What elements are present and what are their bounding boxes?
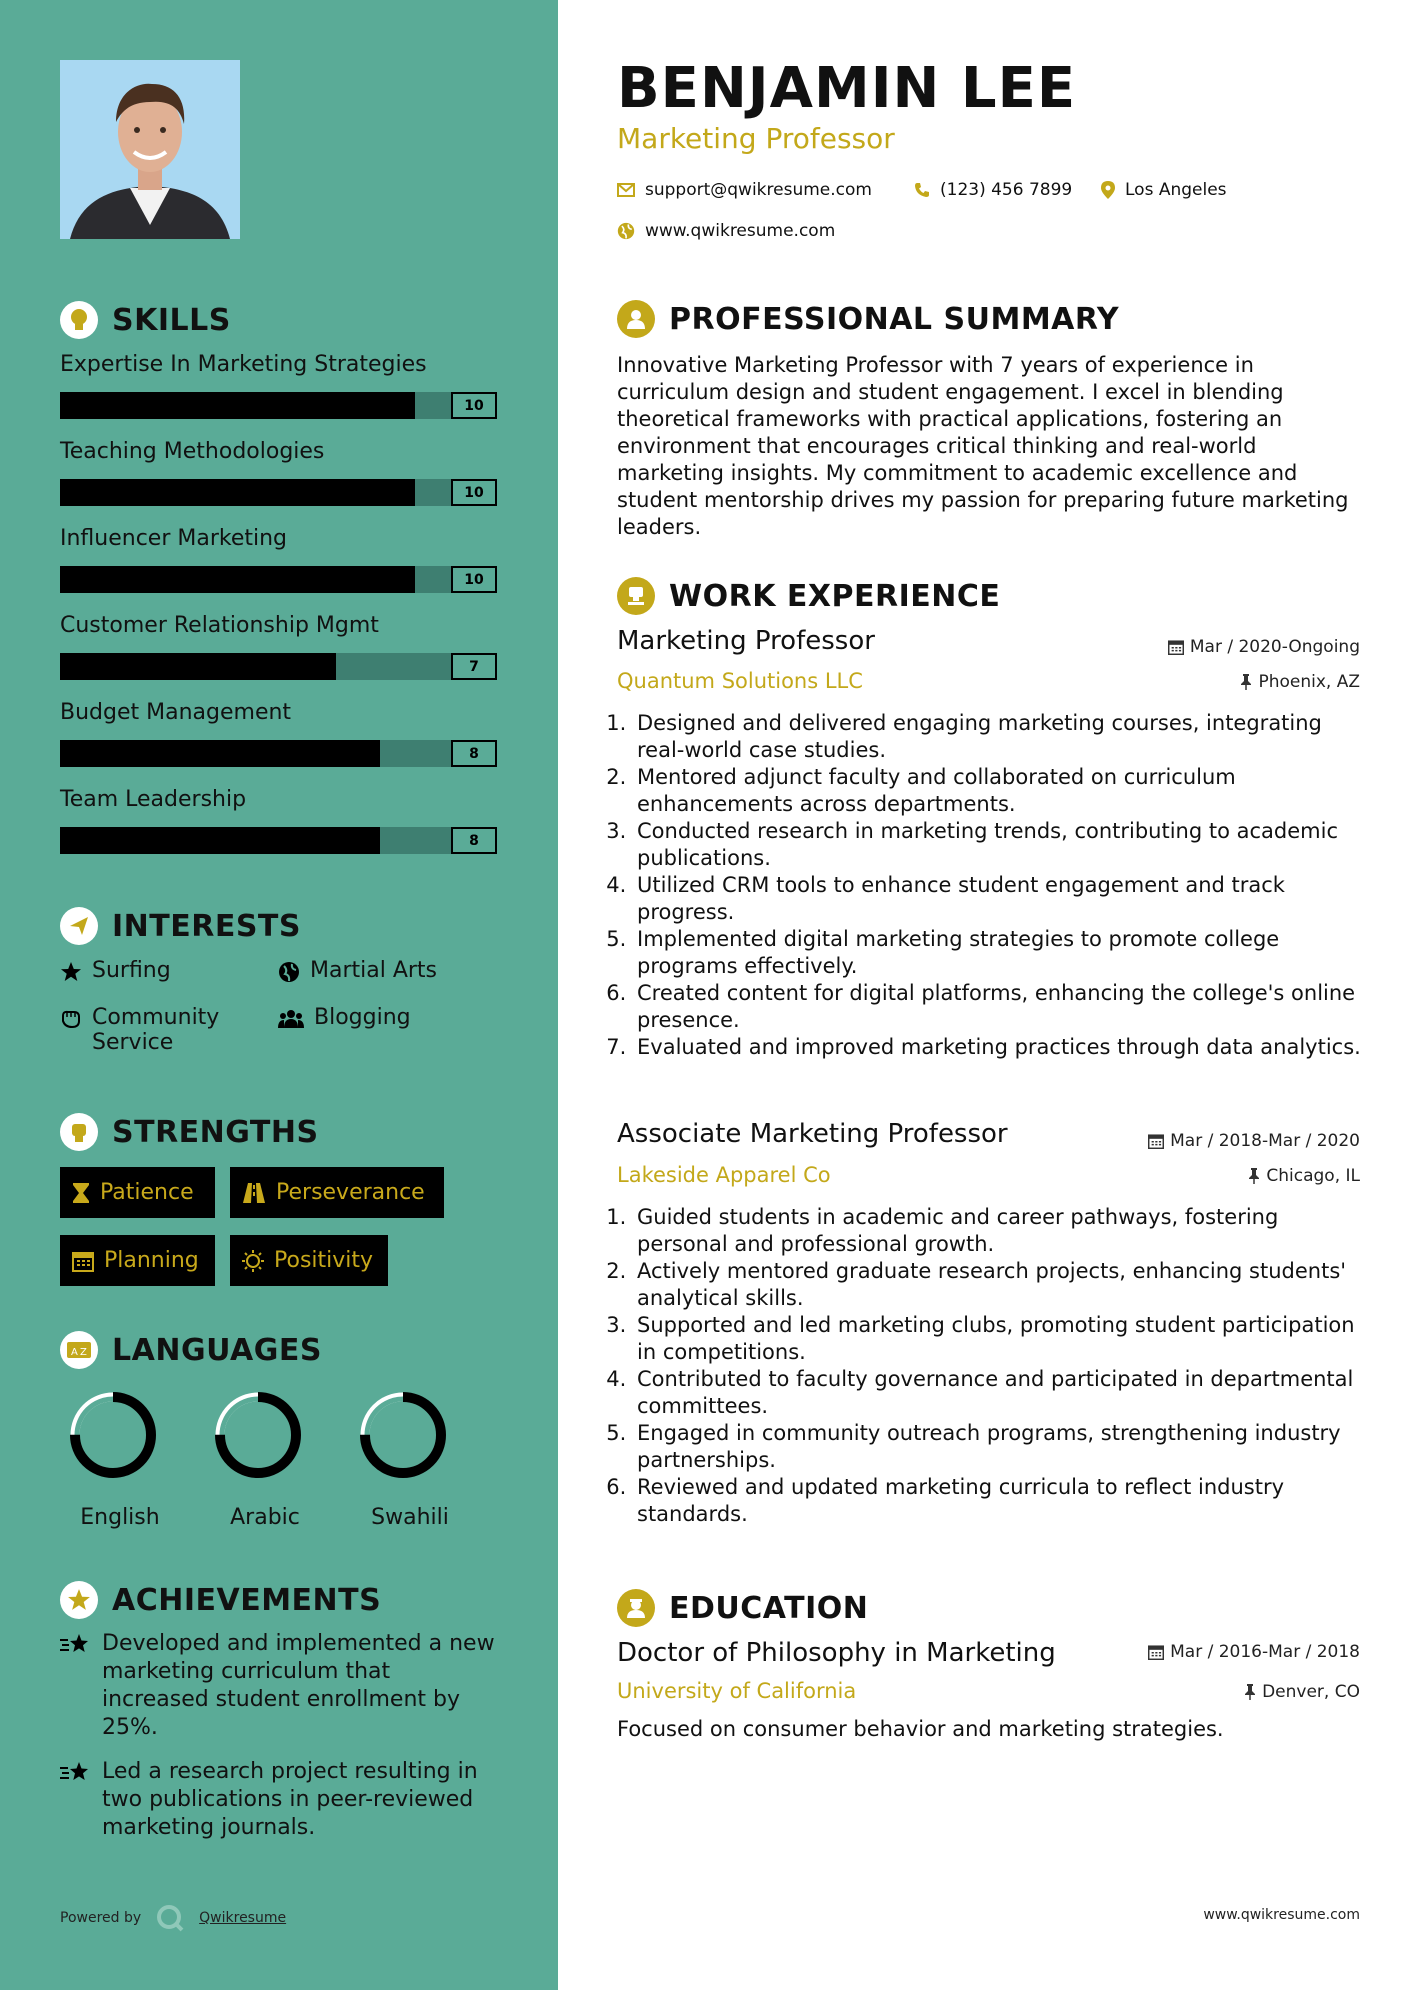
skill-bar [60,740,497,767]
interests-title: INTERESTS [112,908,301,944]
briefcase-icon [617,577,655,615]
fist-icon [60,1113,98,1151]
interest-item [278,1005,508,1030]
shooting-star-icon [60,1760,92,1784]
duty-item: 1. Designed and delivered engaging marketing courses, integrating real-world case studies. [633,710,1363,764]
achievement-item [60,1758,500,1842]
calendar-icon [1148,1644,1164,1660]
job-location-text: Chicago, IL [1266,1166,1360,1186]
job-company: Lakeside Apparel Co [617,1163,831,1187]
envelope-icon [617,183,635,197]
education-title: EDUCATION [669,1590,869,1626]
hourglass-icon [72,1182,90,1204]
profile-photo [60,60,240,239]
skill-bar [60,479,497,506]
candidate-title: Marketing Professor [617,122,895,155]
contact-phone [914,180,1072,200]
education-location-text: Denver, CO [1262,1682,1360,1702]
language-label: English [80,1505,160,1530]
interest-item [278,958,508,983]
location-text: Los Angeles [1125,180,1227,200]
skill-bar-fill [60,392,415,419]
globe-icon [617,222,635,240]
pushpin-icon [1248,1168,1260,1184]
job-location [1240,672,1360,692]
skills-title: SKILLS [112,302,231,338]
summary-text: Innovative Marketing Professor with 7 years of experience in curriculum design and student engagement. I excel in blending theoretical frameworks with practical applications, fostering an environment that encourages critical thinking and real-world marketing insights. My commitment to academic excellence and student mentorship drives my passion for preparing future marketing leaders. [617,353,1349,539]
phone-icon [914,182,930,198]
svg-text:Z: Z [80,1347,87,1358]
sun-icon [242,1250,264,1272]
star-icon [60,961,82,983]
language-item [205,1385,325,1530]
education-header [617,1589,868,1627]
calendar-icon [1148,1133,1164,1149]
summary-header [617,300,1119,338]
website-text[interactable]: www.qwikresume.com [645,221,836,241]
lightbulb-icon [60,301,98,339]
skill-label: Teaching Methodologies [60,439,325,464]
powered-by [60,1903,286,1933]
user-icon [617,300,655,338]
skill-bar [60,392,497,419]
duty-item: 3. Conducted research in marketing trends, contributing to academic publications. [633,818,1363,872]
interest-label: Blogging [314,1005,411,1030]
duty-item: 7. Evaluated and improved marketing practices through data analytics. [633,1034,1363,1061]
map-pin-icon [1101,181,1115,199]
job-location [1248,1166,1360,1186]
job-duties [611,710,1363,1061]
achievement-item [60,1630,500,1742]
phone-text[interactable]: (123) 456 7899 [940,180,1073,200]
skill-bar [60,827,497,854]
contact-email [617,180,872,200]
globe-icon [278,961,300,983]
language-ring [60,1385,180,1485]
education-dates-text: Mar / 2016-Mar / 2018 [1170,1642,1360,1662]
interest-item [60,1005,260,1055]
achievement-text: Led a research project resulting in two publications in peer-reviewed marketing journals. [102,1759,478,1840]
strength-label: Perseverance [276,1180,425,1205]
main-content [558,0,1407,1990]
language-icon [60,1331,98,1369]
education-location [1244,1682,1360,1702]
education-degree: Doctor of Philosophy in Marketing [617,1638,1056,1668]
skill-level-badge: 8 [451,827,497,854]
duty-item: 5. Engaged in community outreach programs, strengthening industry partnerships. [633,1420,1363,1474]
work-header [617,577,1000,615]
shooting-star-icon [60,1632,92,1656]
skill-level-badge: 10 [451,566,497,593]
job-title: Marketing Professor [617,626,875,656]
education-dates [1148,1642,1360,1662]
language-item [60,1385,180,1530]
skill-bar-fill [60,740,380,767]
skill-bar-fill [60,479,415,506]
job-dates-text: Mar / 2020-Ongoing [1189,637,1360,657]
work-title: WORK EXPERIENCE [669,578,1001,614]
achievements-title: ACHIEVEMENTS [112,1582,382,1618]
job-location-text: Phoenix, AZ [1258,672,1360,692]
strength-tag [230,1167,444,1218]
skill-bar-fill [60,827,380,854]
achievements-header [60,1581,381,1619]
skill-bar-fill [60,653,336,680]
language-ring [350,1385,470,1485]
duty-item: 5. Implemented digital marketing strategies to promote college programs effectively. [633,926,1363,980]
duty-item: 6. Reviewed and updated marketing curricula to reflect industry standards. [633,1474,1363,1528]
job-dates [1168,637,1360,657]
hands-icon [60,1008,82,1030]
strength-tag [60,1167,215,1218]
languages-title: LANGUAGES [112,1332,322,1368]
language-item [350,1385,470,1530]
language-label: Swahili [371,1505,449,1530]
job-dates-text: Mar / 2018-Mar / 2020 [1170,1131,1360,1151]
strengths-title: STRENGTHS [112,1114,319,1150]
job-company: Quantum Solutions LLC [617,669,863,693]
interest-label: Community Service [92,1005,220,1055]
group-icon [278,1008,304,1030]
interest-item [60,958,260,983]
qwikresume-logo-icon [155,1903,185,1933]
language-label: Arabic [230,1505,300,1530]
summary-title: PROFESSIONAL SUMMARY [669,301,1120,337]
paper-plane-icon [60,907,98,945]
interests-header [60,907,301,945]
contact-location [1101,180,1227,200]
email-text[interactable]: support@qwikresume.com [645,180,872,200]
pushpin-icon [1240,674,1252,690]
skill-bar [60,566,497,593]
strength-tag [230,1235,388,1286]
skill-bar-fill [60,566,415,593]
duty-item: 3. Supported and led marketing clubs, promoting student participation in competitions. [633,1312,1363,1366]
skill-label: Customer Relationship Mgmt [60,613,379,638]
skill-label: Influencer Marketing [60,526,288,551]
qwikresume-link[interactable]: Qwikresume [199,1910,287,1926]
skill-level-badge: 8 [451,740,497,767]
strength-tag [60,1235,215,1286]
strength-label: Patience [100,1180,194,1205]
calendar-icon [1168,639,1184,655]
candidate-name: BENJAMIN LEE [617,56,1077,121]
skill-label: Expertise In Marketing Strategies [60,352,427,377]
calendar-icon [72,1250,94,1272]
svg-text:A: A [71,1347,78,1358]
sidebar [0,0,558,1990]
job-title: Associate Marketing Professor [617,1119,1008,1149]
achievement-text: Developed and implemented a new marketing curriculum that increased student enrollment by 25%. [102,1631,495,1740]
duty-item: 6. Created content for digital platforms, enhancing the college's online presence. [633,980,1363,1034]
strength-label: Positivity [274,1248,374,1273]
duty-item: 2. Actively mentored graduate research projects, enhancing students' analytical skills. [633,1258,1363,1312]
contact-website [617,221,835,241]
skill-level-badge: 10 [451,392,497,419]
languages-header [60,1331,322,1369]
duty-item: 1. Guided students in academic and career pathways, fostering personal and professional growth. [633,1204,1363,1258]
duty-item: 4. Utilized CRM tools to enhance student engagement and track progress. [633,872,1363,926]
star-badge-icon [60,1581,98,1619]
graduate-icon [617,1589,655,1627]
skill-bar [60,653,497,680]
road-icon [242,1183,266,1203]
education-description: Focused on consumer behavior and marketing strategies. [617,1717,1224,1741]
skill-level-badge: 7 [451,653,497,680]
footer-website[interactable]: www.qwikresume.com [1203,1907,1360,1923]
skills-header [60,301,231,339]
skill-label: Team Leadership [60,787,247,812]
strengths-header [60,1113,319,1151]
language-ring [205,1385,325,1485]
duty-item: 2. Mentored adjunct faculty and collaborated on curriculum enhancements across departments. [633,764,1363,818]
job-duties [611,1204,1363,1528]
education-school: University of California [617,1679,857,1703]
duty-item: 4. Contributed to faculty governance and participated in departmental committees. [633,1366,1363,1420]
interest-label: Martial Arts [310,958,438,983]
powered-by-text: Powered by [60,1910,142,1926]
interest-label: Surfing [92,958,171,983]
skill-label: Budget Management [60,700,292,725]
job-dates [1148,1131,1360,1151]
pushpin-icon [1244,1684,1256,1700]
strength-label: Planning [104,1248,199,1273]
skill-level-badge: 10 [451,479,497,506]
